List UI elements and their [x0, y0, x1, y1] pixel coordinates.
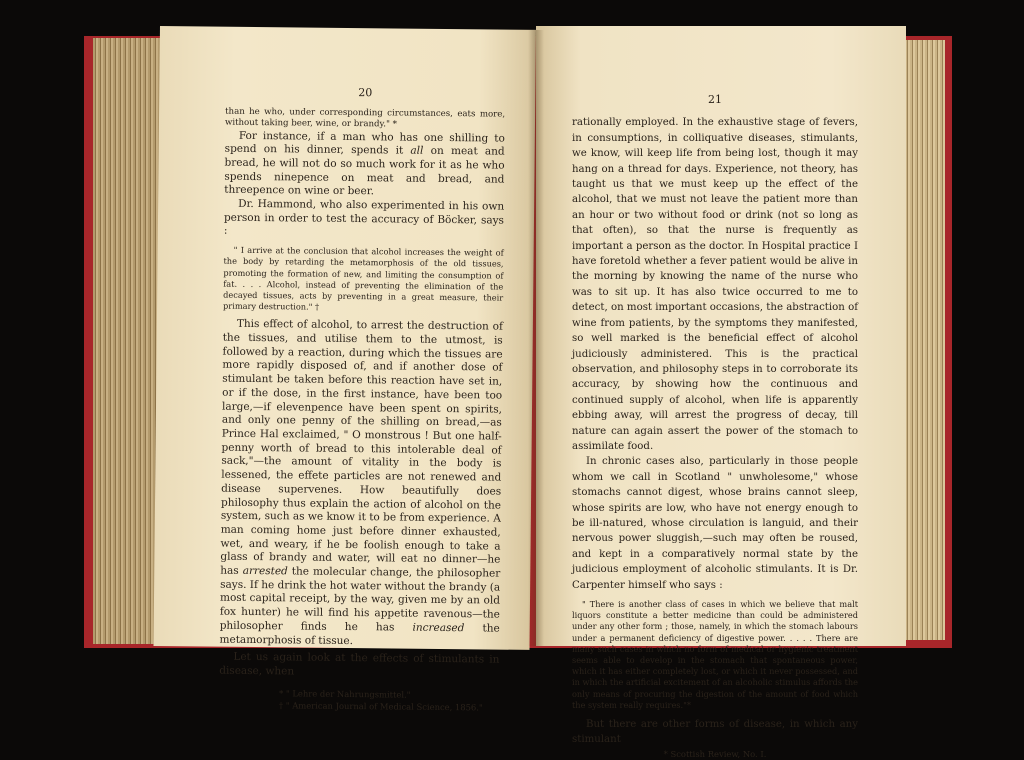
page-number-right: 21 [708, 93, 722, 106]
right-footnote: * Scottish Review, No. I. [663, 748, 767, 759]
left-para-1: For instance, if a man who has one shilling to spend on his dinner, spends it all on meat and bread, he will not do so much work for it as he who spends ninepence on meat and bread, and threepence on wine or beer. [224, 129, 505, 198]
left-page-edges [93, 38, 163, 644]
right-page [536, 26, 906, 759]
footnote-2: † " American Journal of Medical Science, 1856." [278, 699, 483, 713]
page-number-left: 20 [358, 86, 373, 100]
left-para-2: Dr. Hammond, who also experimented in his own person in order to test the accuracy of Böcker, says : [223, 197, 505, 238]
left-para-3: This effect of alcohol, to arrest the destruction of the tissues, and utilise them to the utmost, is followed by a reaction, during which the tissues are more rapidly disposed of, and if another dose of stimulant be taken before this reaction have set in, or if the dose, in the first instance, have been too large,—if elevenpence have been spent on spirits, and only one penny of the shilling on bread,—as Prince Hal exclaimed, " O monstrous ! But one half-penny worth of bread to this intolerable deal of sack,"—the amount of vitality in the body is lessened, the effete particles are not renewed and disease supervenes. How beautifully does philosophy thus explain the action of alcohol on the system, such as we know it to be from experience. A man coming home just before dinner exhausted, wet, and weary, if he be foolish enough to take a glass of brandy and water, will eat no dinner—he has arrested the molecular change, the philosopher says. If he drink the hot water without the brandy (a most capital receipt, by the way, given me by an old fox hunter) he will find his appetite ravenous—the philosopher finds he has increased the metamorphosis of tissue. [219, 318, 503, 647]
left-quote: " I arrive at the conclusion that alcohol increases the weight of the body by retarding the metamorphosis of the old tissues, promoting the formation of new, and limiting the consumption of fat. . . . Alcohol, instead of preventing the elimination of the decayed tissues, acts by preventing in a great measure, their primary destruction." † [223, 244, 504, 312]
right-para-1: rationally employed. In the exhaustive stage of fevers, in consumptions, in colliquative diseases, stimulants, we know, will keep life from being lost, though it may hang on a thread for days. Experience, not theory, has taught us that we must keep up the effect of the alcohol, that we must not leave the patient more than an hour or two without food or drink (not so long as that often), so that the nurse is frequently as important a person as the doctor. In Hospital practice I have foretold whether a fever patient would be alive in the morning by knowing the name of the nurse who was to sit up. It has also twice occurred to me to detect, on most important occasions, the abstraction of wine from patients, by the symptoms they manifested, so well marked is the beneficial effect of alcohol judiciously administered. This is the practical observation, and philosophy steps in to corroborate its accuracy, by showing how the continuous and continued supply of alcohol, when life is apparently ebbing away, will arrest the progress of decay, till nature can again assert the power of the stomach to assimilate food. [572, 117, 858, 452]
left-footnotes [219, 686, 499, 713]
left-para-0: than he who, under corresponding circumstances, eats more, without taking beer, wine, or brandy." * [224, 106, 506, 130]
footnote-1: * " Lehre der Nahrungsmittel." [278, 687, 411, 700]
left-para-4: Let us again look at the effects of stimulants in disease, when [219, 651, 500, 678]
book-gutter [528, 30, 544, 646]
right-para-3: But there are other forms of disease, in which any stimulant [572, 719, 858, 746]
left-page [154, 26, 536, 713]
right-para-2: In chronic cases also, particularly in those people whom we call in Scotland " unwholesome," whose stomachs cannot digest, whose brains cannot sleep, whose spirits are low, who have not energy enough to be ill-natured, whose circulation is languid, and their nervous power sluggish,—such may often be roused, and kept in a comparatively normal state by the judicious employment of alcoholic stimulants. It is Dr. Carpenter himself who says : [572, 456, 858, 591]
right-quote: " There is another class of cases in which we believe that malt liquors constitute a better medicine than could be administered under any other form ; those, namely, in which the stomach labours under a permanent deficiency of digestive power. . . . . There are many such cases in which no form of medical or hygienic treatment seems able to develop in the stomach that spontaneous power, which it has either completely lost, or which it never possessed, and in which the artificial excitement of an alcoholic stimulus affords the only means of procuring the digestion of the amount of food which the system really requires."* [572, 599, 858, 710]
